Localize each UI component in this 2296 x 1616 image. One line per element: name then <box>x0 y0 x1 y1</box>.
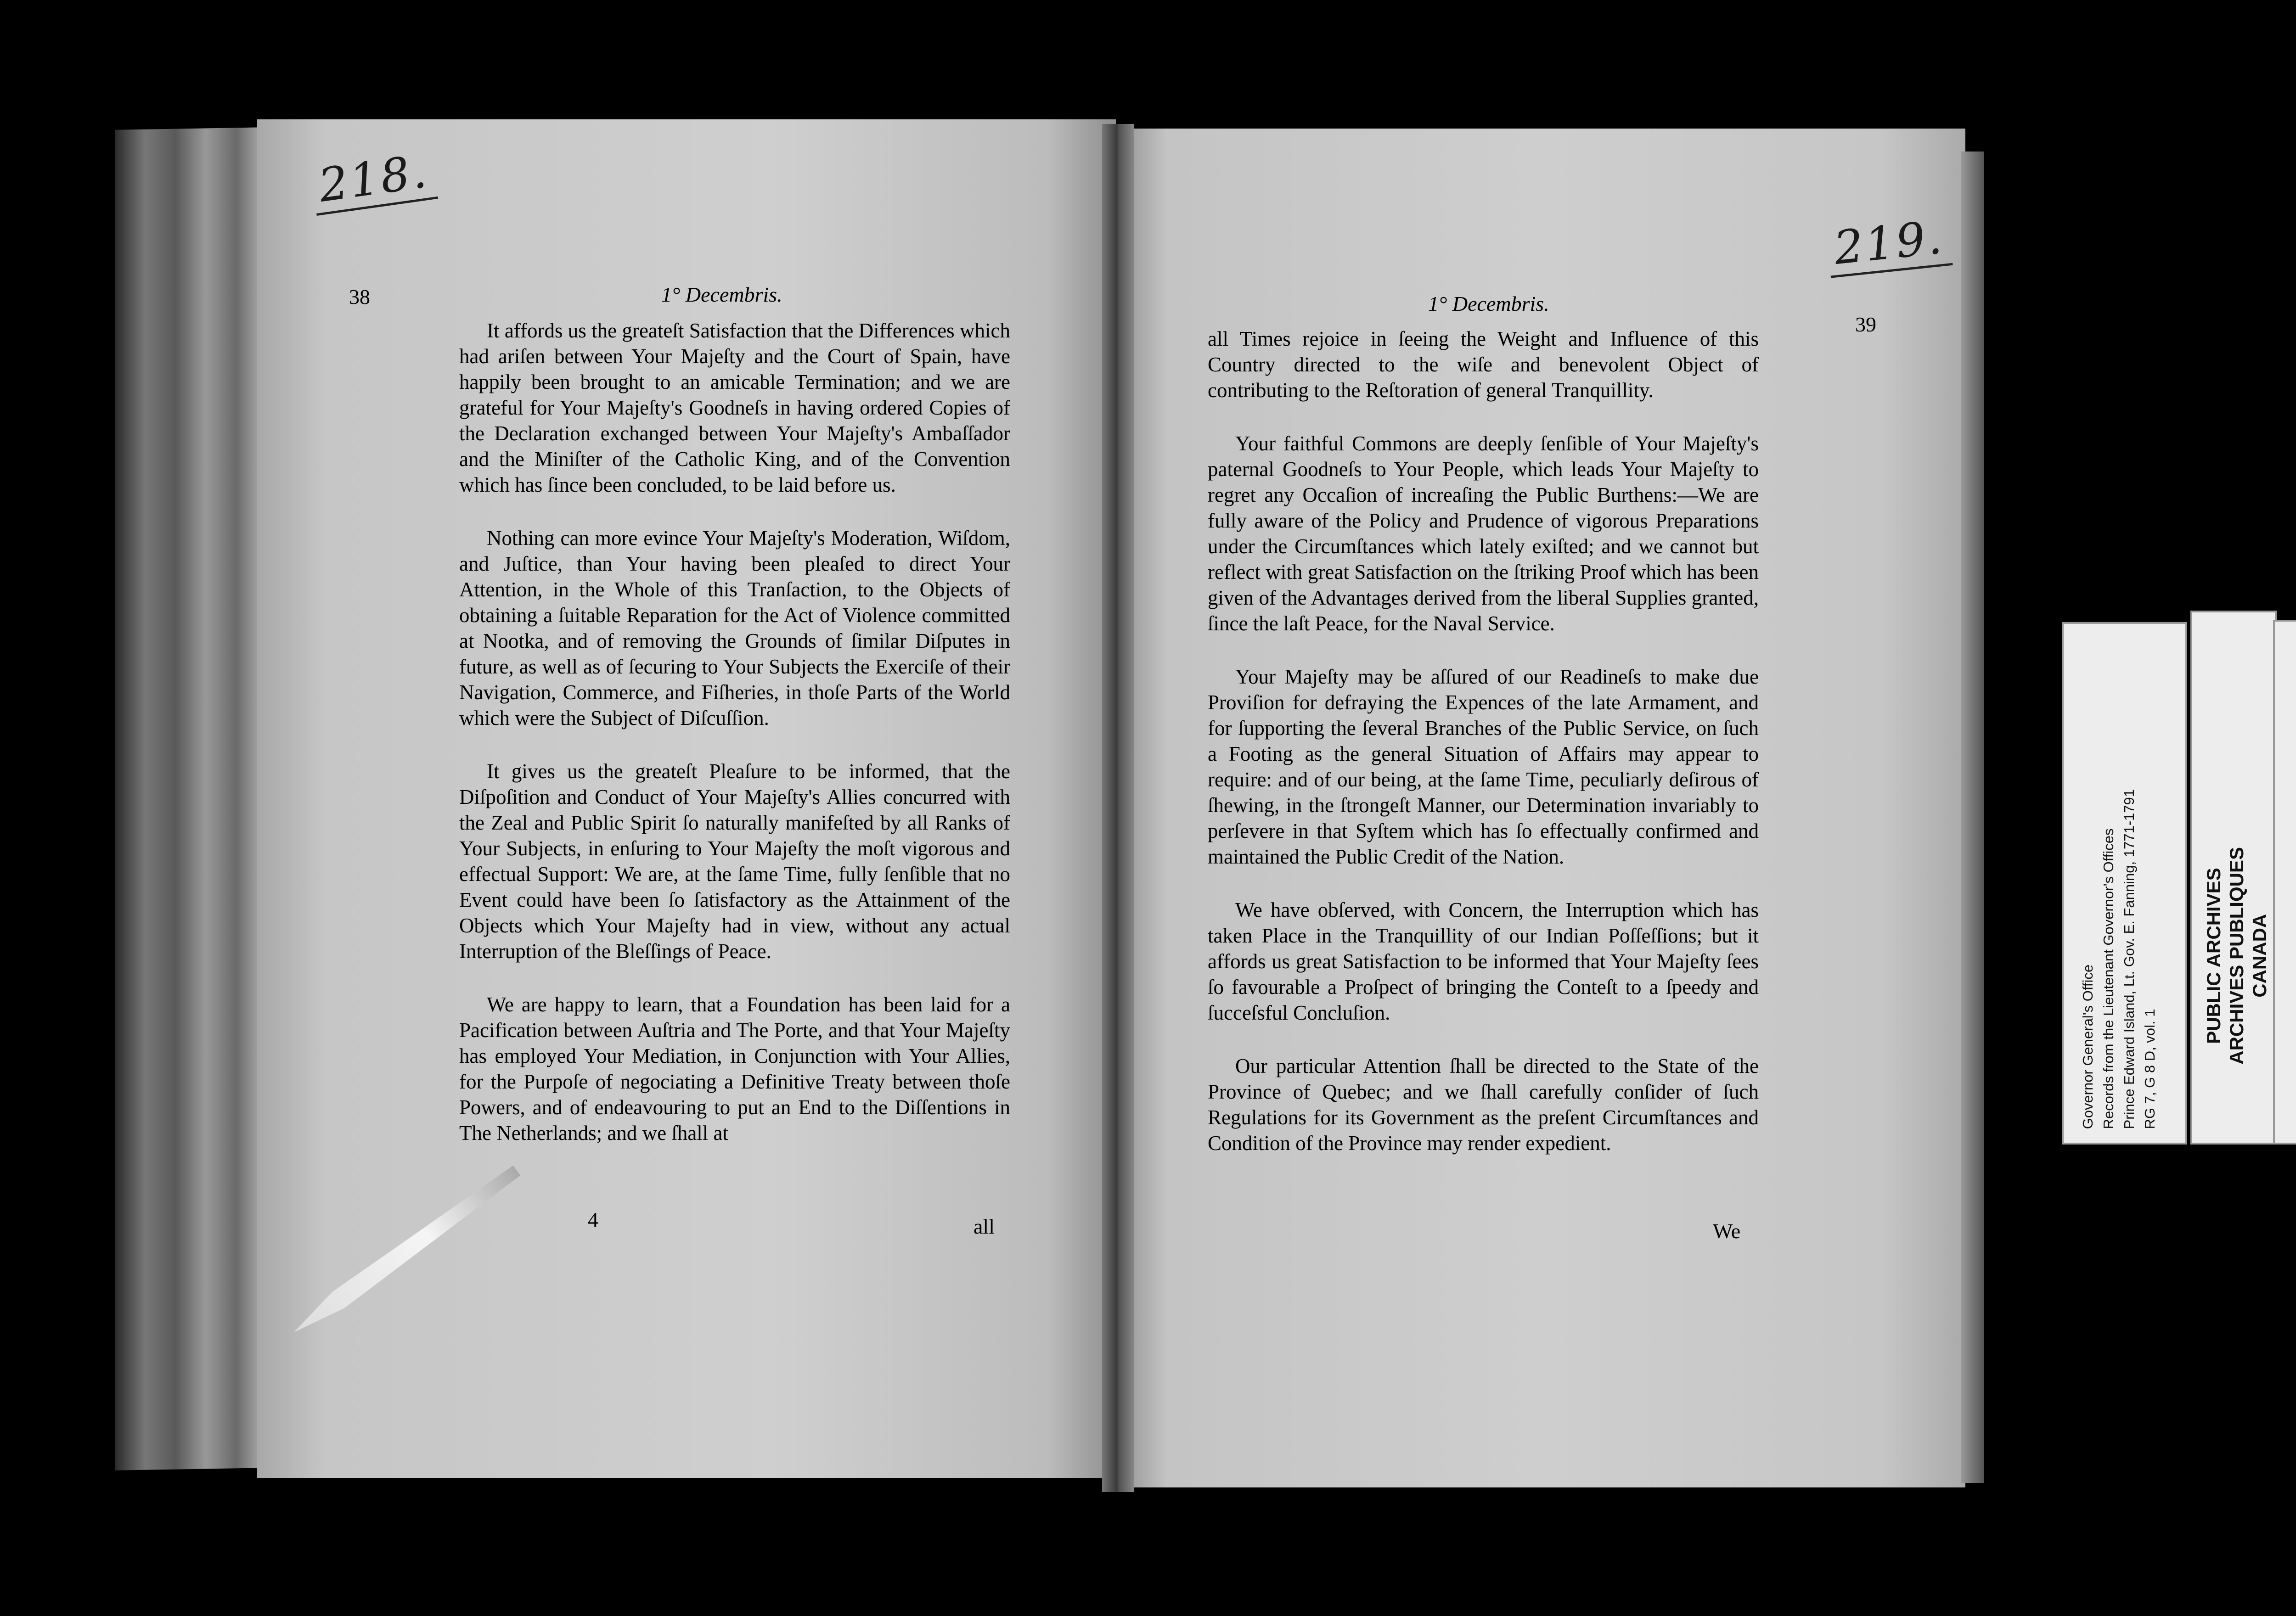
right-page-text <box>1208 326 1759 1184</box>
right-paragraph-4: We have obſerved, with Concern, the Interruption which has taken Place in the Tranquillity of our Indian Poſſeſſions; but it affords us great Satisfaction to be informed that Your Majeſty ſees ſo favourable a Proſpect of bringing the Conteſt to a ſpeedy and ſucceſsful Concluſion. <box>1208 898 1759 1024</box>
right-paragraph-1: all Times rejoice in ſeeing the Weight and Influence of this Country directed to the wiſe and benevolent Object of contributing to the Reſtoration of general Tranquillity. <box>1208 327 1759 402</box>
left-signature-mark: 4 <box>588 1208 598 1231</box>
archive-institution-line-3: CANADA <box>2249 914 2270 998</box>
right-catchword: We <box>1713 1219 1741 1243</box>
left-catchword: all <box>974 1215 995 1238</box>
archive-reference-line-3: Prince Edward Island, Lt. Gov. E. Fanning, 1771-1791 <box>2121 789 2137 1129</box>
left-page-number: 38 <box>349 285 370 309</box>
right-paragraph-3: Your Majeſty may be aſſured of our Readineſs to make due Proviſion for defraying the Expences of the late Armament, and for ſupporting the ſeveral Branches of the Public Service, on ſuch a Footing as the general Situation of Affairs may appear to require: and of our being, at the ſame Time, peculiarly deſirous of ſhewing, in the ſtrongeſt Manner, our Determination invariably to perſevere in that Syſtem which has ſo effectually confirmed and maintained the Public Credit of the Nation. <box>1208 665 1759 868</box>
archive-reference-text <box>2077 789 2160 1129</box>
archive-institution-line-2: ARCHIVES PUBLIQUES <box>2226 847 2247 1065</box>
right-paragraph-5: Our particular Attention ſhall be directed to the State of the Province of Quebec; and we ſhall carefully conſider of ſuch Regulations for its Government as the preſent Circumſtances and Condition of the Province may render expedient. <box>1208 1055 1759 1155</box>
book-gutter <box>1102 124 1134 1492</box>
left-paragraph-1: It affords us the greateſt Satisfaction that the Differences which had ariſen between Your Majeſty and the Court of Spain, have happily been brought to an amicable Termination; and we are grateful for Your Majeſty's Goodneſs in having ordered Copies of the Declaration exchanged between Your Majeſty's Ambaſſador and the Miniſter of the Catholic King, and of the Convention which has ſince been concluded, to be laid before us. <box>459 319 1010 496</box>
archive-reference-line-1: Governor General's Office <box>2080 964 2096 1129</box>
left-paragraph-2: Nothing can more evince Your Majeſty's Moderation, Wiſdom, and Juſtice, than Your having been pleaſed to direct Your Attention, in the Whole of this Tranſaction, to the Objects of obtaining a ſuitable Reparation for the Act of Violence committed at Nootka, and of removing the Grounds of ſimilar Diſputes in future, as well as of ſecuring to Your Subjects the Exerciſe of their Navigation, Commerce, and Fiſheries, in thoſe Parts of the World which were the Subject of Diſcuſſion. <box>459 527 1010 729</box>
archive-institution-line-1: PUBLIC ARCHIVES <box>2203 868 2224 1044</box>
archive-institution-label <box>2190 611 2277 1145</box>
archive-institution-text <box>2202 847 2271 1065</box>
left-page-header: 1° Decembris. <box>661 283 782 306</box>
archive-blank-tab <box>2273 620 2296 1145</box>
right-handwritten-folio: 219. <box>1825 209 1953 278</box>
right-page-number: 39 <box>1855 313 1876 336</box>
left-page-text <box>459 318 1010 1173</box>
archive-reference-line-4: RG 7, G 8 D, vol. 1 <box>2142 1009 2158 1129</box>
book-page-edges-left <box>115 127 266 1470</box>
left-paragraph-4: We are happy to learn, that a Foundation has been laid for a Pacification between Auſtria and The Porte, and that Your Majeſty has employed Your Mediation, in Conjunction with Your Allies, for the Purpoſe of negociating a Definitive Treaty between thoſe Powers, and of endeavouring to put an End to the Diſſentions in The Netherlands; and we ſhall at <box>459 993 1010 1145</box>
archive-reference-label <box>2062 622 2187 1145</box>
right-page-header: 1° Decembris. <box>1428 292 1549 315</box>
right-paragraph-2: Your faithful Commons are deeply ſenſible of Your Majeſty's paternal Goodneſs to Your People, which leads Your Majeſty to regret any Occaſion of increaſing the Public Burthens:—We are fully aware of the Policy and Prudence of vigorous Preparations under the Circumſtances which lately exiſted; and we cannot but reflect with great Satisfaction on the ſtriking Proof which has been given of the Advantages derived from the liberal Supplies granted, ſince the laſt Peace, for the Naval Service. <box>1208 432 1759 635</box>
left-handwritten-folio: 218. <box>309 143 438 216</box>
left-paragraph-3: It gives us the greateſt Pleaſure to be informed, that the Diſpoſition and Conduct of Your Majeſty's Allies concurred with the Zeal and Public Spirit ſo naturally manifeſted by all Ranks of Your Subjects, in enſuring to Your Majeſty the moſt vigorous and effectual Support: We are, at the ſame Time, fully ſenſible that no Event could have been ſo ſatisfactory as the Attainment of the Objects which Your Majeſty had in view, without any actual Interruption of the Bleſſings of Peace. <box>459 760 1010 963</box>
archive-reference-line-2: Records from the Lieutenant Governor's Offices <box>2100 828 2116 1129</box>
book-page-edges-right <box>1961 152 1984 1483</box>
